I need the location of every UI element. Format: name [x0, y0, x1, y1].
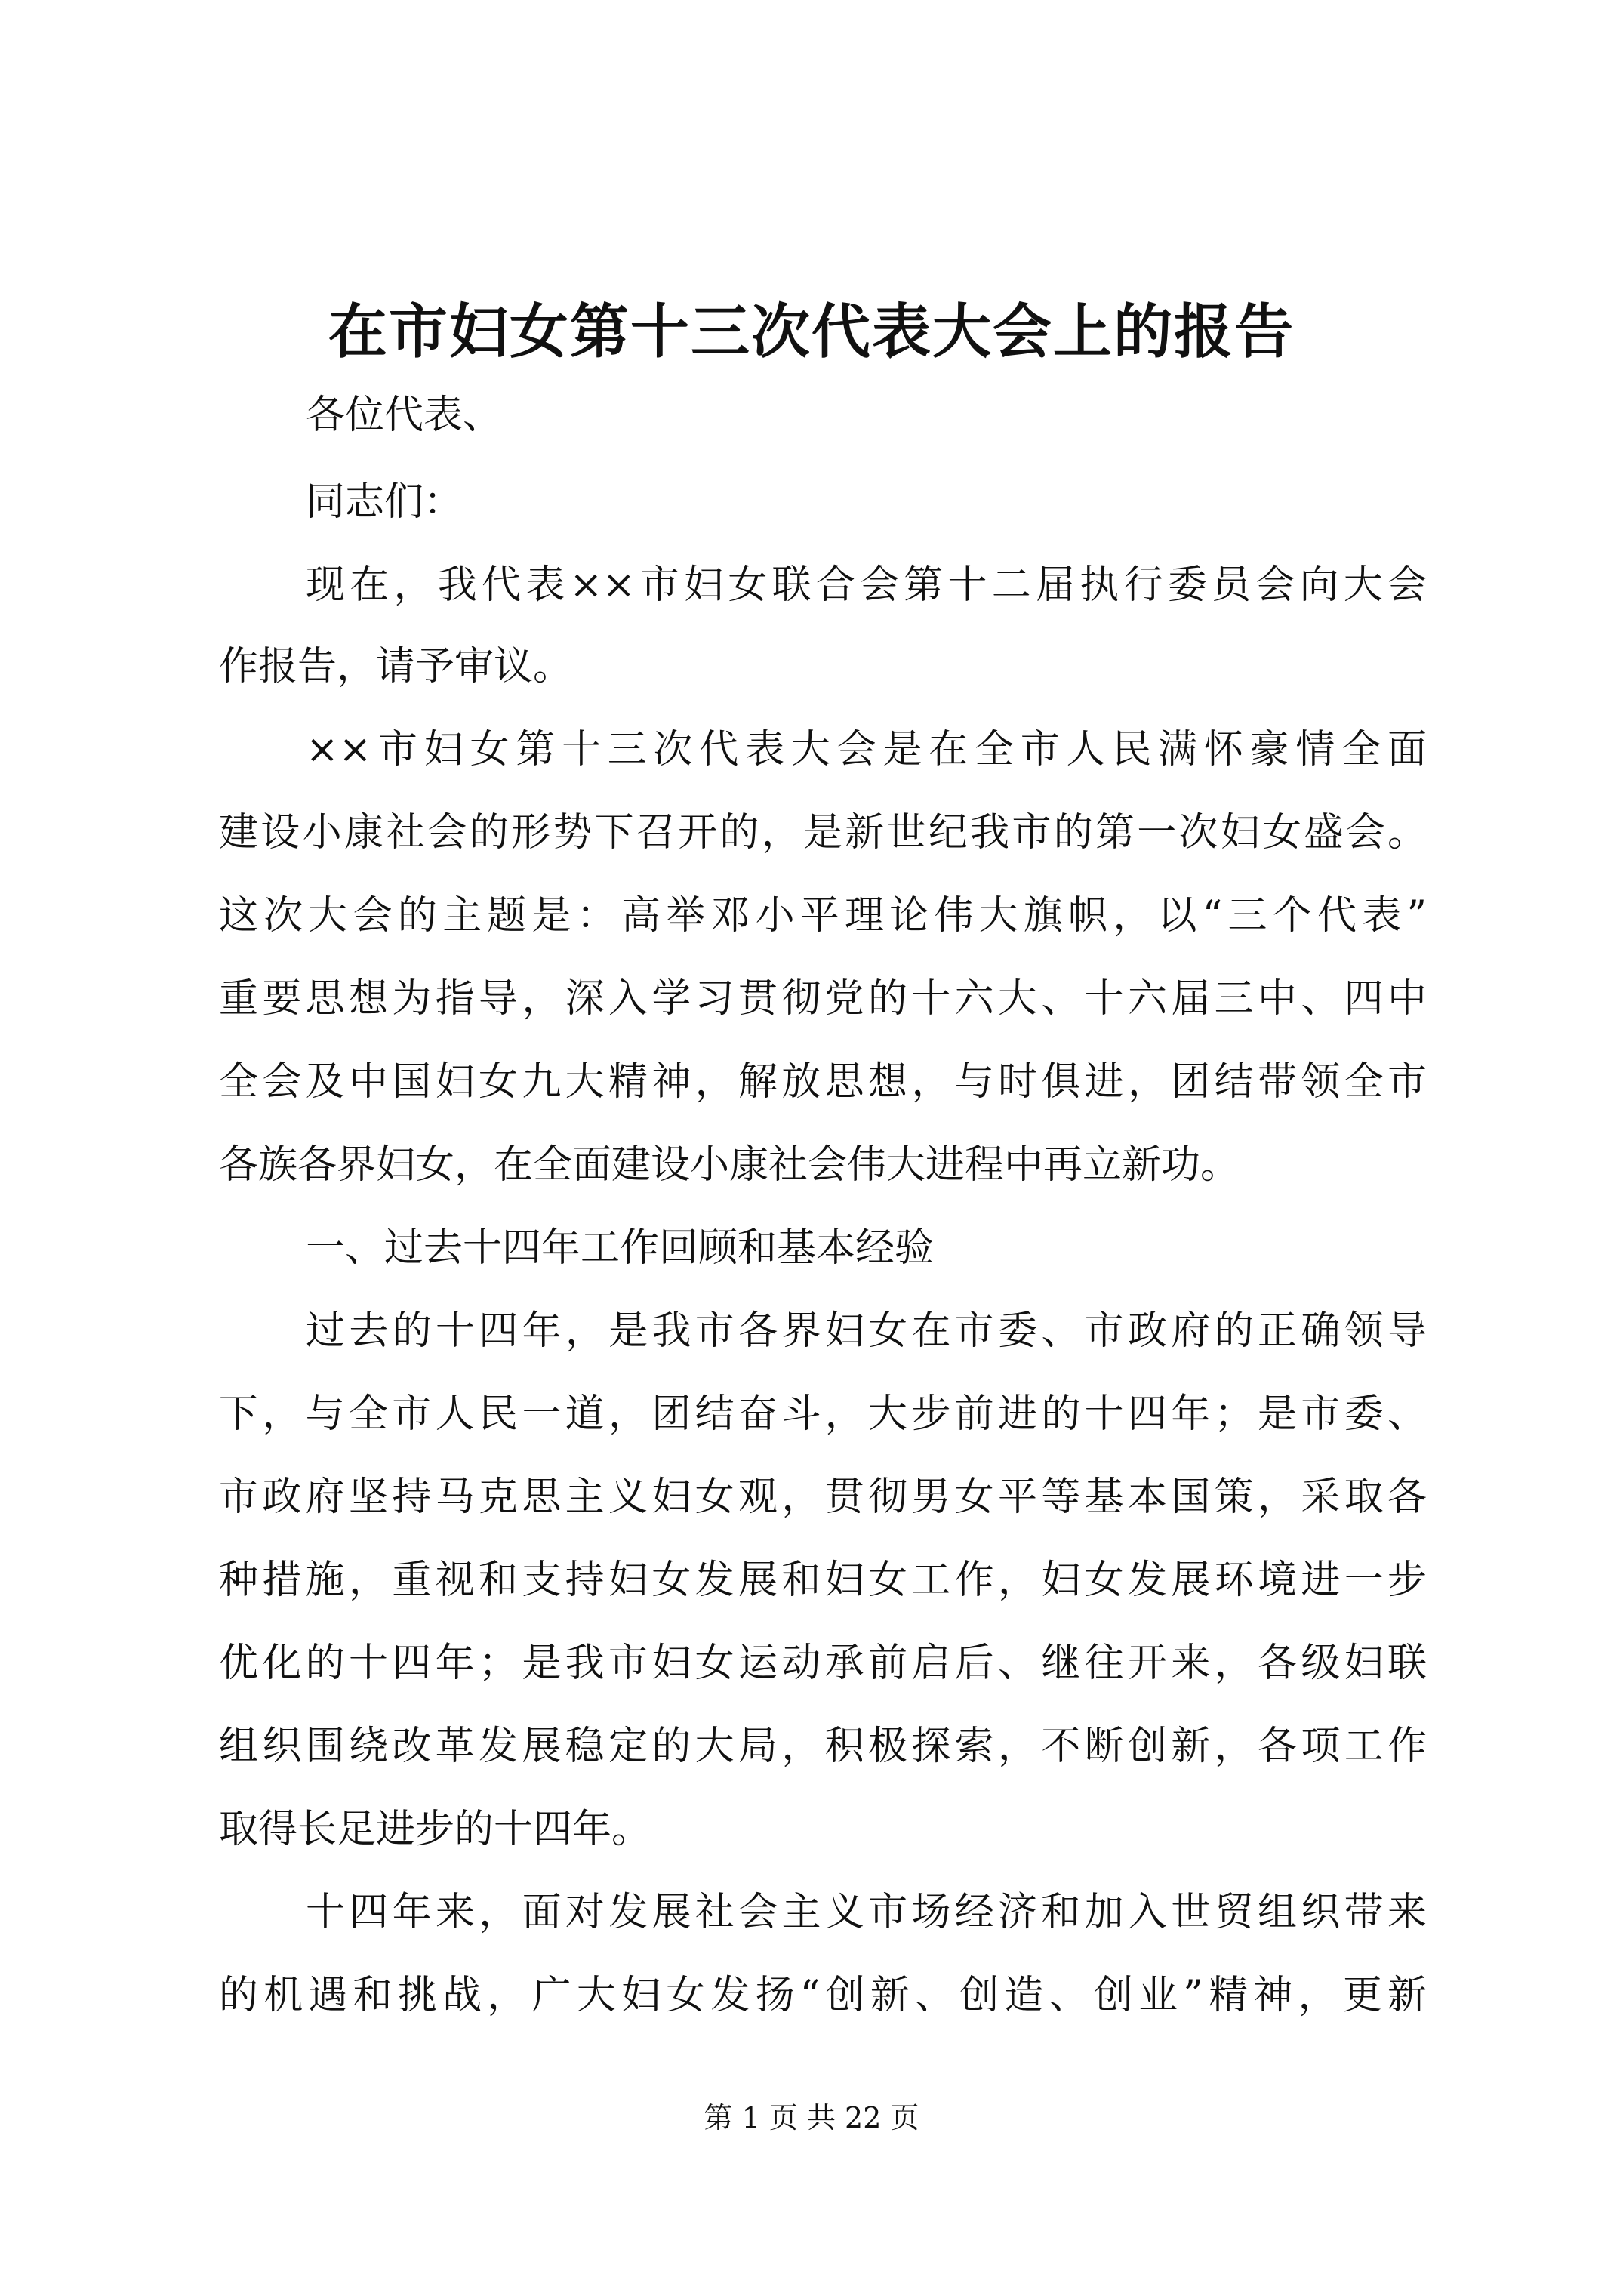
body-line: 取得长足进步的十四年。	[219, 1807, 651, 1852]
body-line: 作报告，请予审议。	[219, 644, 573, 689]
body-line: 重要思想为指导，深入学习贯彻党的十六大、十六届三中、四中	[219, 976, 1427, 1022]
document-title: 在市妇女第十三次代表大会上的报告	[328, 297, 1295, 366]
body-line: 各族各界妇女，在全面建设小康社会伟大进程中再立新功。	[219, 1142, 1240, 1188]
body-line: 优化的十四年；是我市妇女运动承前启后、继往开来，各级妇联	[219, 1641, 1427, 1686]
body-line: 建设小康社会的形势下召开的，是新世纪我市的第一次妇女盛会。	[219, 810, 1427, 855]
body-line: 市政府坚持马克思主义妇女观，贯彻男女平等基本国策，采取各	[219, 1475, 1427, 1520]
body-line: 过去的十四年，是我市各界妇女在市委、市政府的正确领导	[306, 1308, 1427, 1354]
body-line: 种措施，重视和支持妇女发展和妇女工作，妇女发展环境进一步	[219, 1558, 1427, 1603]
body-line: 十四年来，面对发展社会主义市场经济和加入世贸组织带来	[306, 1890, 1427, 1935]
body-line: 现在，我代表××市妇女联合会第十二届执行委员会向大会	[306, 562, 1427, 608]
salutation-line-2: 同志们：	[306, 479, 463, 525]
page-number-footer: 第 1 页 共 22 页	[704, 2101, 919, 2134]
section-heading: 一、过去十四年工作回顾和基本经验	[306, 1225, 935, 1271]
body-line: 下，与全市人民一道，团结奋斗，大步前进的十四年；是市委、	[219, 1391, 1427, 1437]
body-line: 的机遇和挑战，广大妇女发扬“创新、创造、创业”精神，更新	[219, 1973, 1427, 2018]
body-line: 全会及中国妇女九大精神，解放思想，与时俱进，团结带领全市	[219, 1059, 1427, 1105]
body-line: 这次大会的主题是：高举邓小平理论伟大旗帜，以“三个代表”	[219, 893, 1427, 938]
salutation-line-1: 各位代表、	[306, 393, 503, 438]
body-line: ××市妇女第十三次代表大会是在全市人民满怀豪情全面	[306, 727, 1427, 772]
body-line: 组织围绕改革发展稳定的大局，积极探索，不断创新，各项工作	[219, 1724, 1427, 1769]
